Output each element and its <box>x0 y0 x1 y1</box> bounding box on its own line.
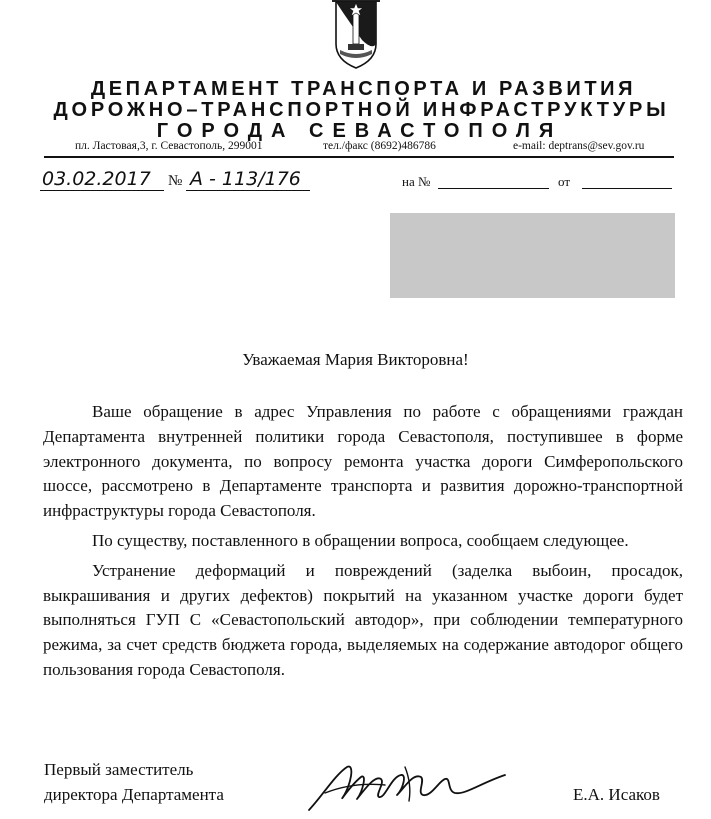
handwritten-signature <box>305 755 510 815</box>
address: пл. Ластовая,3, г. Севастополь, 299001 <box>75 140 263 152</box>
outgoing-number: А - 113/176 <box>190 168 301 190</box>
phone: тел./факс (8692)486786 <box>323 140 436 152</box>
number-underline <box>186 190 310 191</box>
paragraph: По существу, поставленного в обращении вопроса, сообщаем следующее. <box>92 530 629 550</box>
reply-date-line <box>582 188 672 189</box>
coat-of-arms-icon <box>332 0 380 70</box>
paragraph: Устранение деформаций и повреждений (заделка выбоин, просадок, выкрашивания и других дефектов) покрытий на указанном участке дороги будет выполняться ГУП С «Севастопольский автодор», при соблюдении температурного режима, за счет средств бюджета города, выделяемых на содержание автодорог общего пользования города Севастополя. <box>43 560 683 679</box>
letter-body <box>43 400 683 683</box>
number-sign: № <box>168 173 183 189</box>
signatory-position-line2: директора Департамента <box>44 785 224 804</box>
reply-number-line <box>438 188 549 189</box>
redacted-addressee <box>390 213 675 298</box>
department-name-line3: ГОРОДА СЕВАСТОПОЛЯ <box>156 120 563 142</box>
signatory-position-line1: Первый заместитель <box>44 760 194 779</box>
department-name-line1: ДЕПАРТАМЕНТ ТРАНСПОРТА И РАЗВИТИЯ <box>90 78 637 100</box>
email: e-mail: deptrans@sev.gov.ru <box>513 140 645 152</box>
outgoing-date: 03.02.2017 <box>42 168 151 190</box>
date-underline <box>40 190 164 191</box>
reply-date-label: от <box>558 174 571 189</box>
header-divider <box>44 156 674 158</box>
reply-number-label: на № <box>402 174 431 189</box>
department-name-line2: ДОРОЖНО–ТРАНСПОРТНОЙ ИНФРАСТРУКТУРЫ <box>53 99 670 121</box>
paragraph: Ваше обращение в адрес Управления по работе с обращениями граждан Департамента внутренней политики города Севастополя, поступившее в форме электронного документа, по вопросу ремонта участка дороги Симферопольского шоссе, рассмотрено в Департаменте транспорта и развития дорожно-транспортной инфраструктуры города Севастополя. <box>43 402 683 521</box>
signatory-name: Е.А. Исаков <box>573 785 660 804</box>
greeting: Уважаемая Мария Викторовна! <box>242 350 469 369</box>
